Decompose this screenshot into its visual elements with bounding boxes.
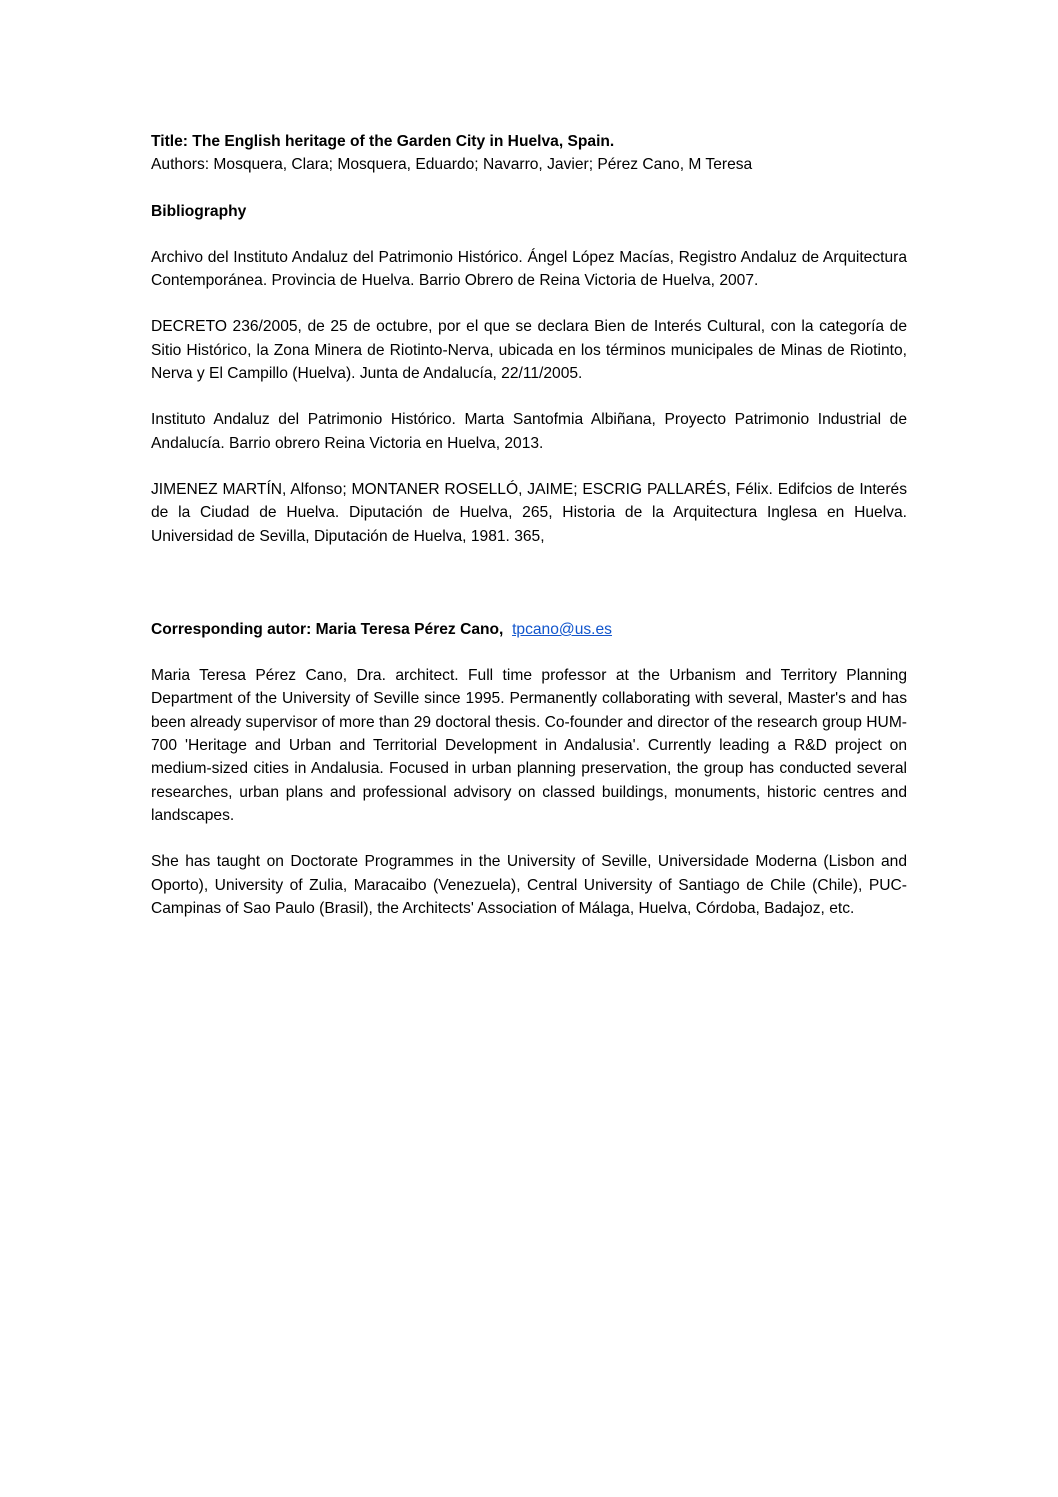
document-page [151,130,907,920]
bibliography-entry-4: JIMENEZ MARTÍN, Alfonso; MONTANER ROSELLÓ, JAIME; ESCRIG PALLARÉS, Félix. Edifcios de Interés de la Ciudad de Huelva. Diputación de Huelva, 265, Historia de la Arquitectura Inglesa en Huelva. Universidad de Sevilla, Diputación de Huelva, 1981. 365, [151,480,907,545]
corresponding-author-line [151,618,907,641]
bibliography-entry-1: Archivo del Instituto Andaluz del Patrimonio Histórico. Ángel López Macías, Registro Andaluz de Arquitectura Contemporánea. Provincia de Huelva. Barrio Obrero de Reina Victoria de Huelva, 2007. [151,248,907,290]
bibliography-heading: Bibliography [151,202,247,220]
author-bio-paragraph-2: She has taught on Doctorate Programmes in the University of Seville, Universidade Moderna (Lisbon and Oporto), University of Zulia, Maracaibo (Venezuela), Central University of Santiago de Chile (Chile), PUC-Campinas of Sao Paulo (Brasil), the Architects' Association of Málaga, Huelva, Córdoba, Badajoz, etc. [151,853,907,917]
paper-authors: Authors: Mosquera, Clara; Mosquera, Eduardo; Navarro, Javier; Pérez Cano, M Teresa [151,156,753,174]
paper-title: Title: The English heritage of the Garden City in Huelva, Spain. [151,133,615,150]
bibliography-entry-2: DECRETO 236/2005, de 25 de octubre, por el que se declara Bien de Interés Cultural, con la categoría de Sitio Histórico, la Zona Minera de Riotinto-Nerva, ubicada en los términos municipales de Minas de Riotinto, Nerva y El Campillo (Huelva). Junta de Andalucía, 22/11/2005. [151,318,907,383]
corresponding-author-email-link[interactable]: tpcano@us.es [512,620,612,638]
corresponding-author-label: Corresponding autor: Maria Teresa Pérez Cano, [151,620,504,638]
bibliography-entry-3: Instituto Andaluz del Patrimonio Histórico. Marta Santofmia Albiñana, Proyecto Patrimonio Industrial de Andalucía. Barrio obrero Reina Victoria en Huelva, 2013. [151,411,907,452]
author-bio-paragraph-1: Maria Teresa Pérez Cano, Dra. architect. Full time professor at the Urbanism and Territory Planning Department of the University of Seville since 1995. Permanently collaborating with several, Master's and has been already supervisor of more than 29 doctoral thesis. Co-founder and director of the research group HUM-700 'Heritage and Urban and Territorial Development in Andalusia'. Currently leading a R&D project on medium-sized cities in Andalusia. Focused in urban planning preservation, the group has conducted several researches, urban plans and professional advisory on classed buildings, monuments, historic centres and landscapes. [151,667,907,824]
